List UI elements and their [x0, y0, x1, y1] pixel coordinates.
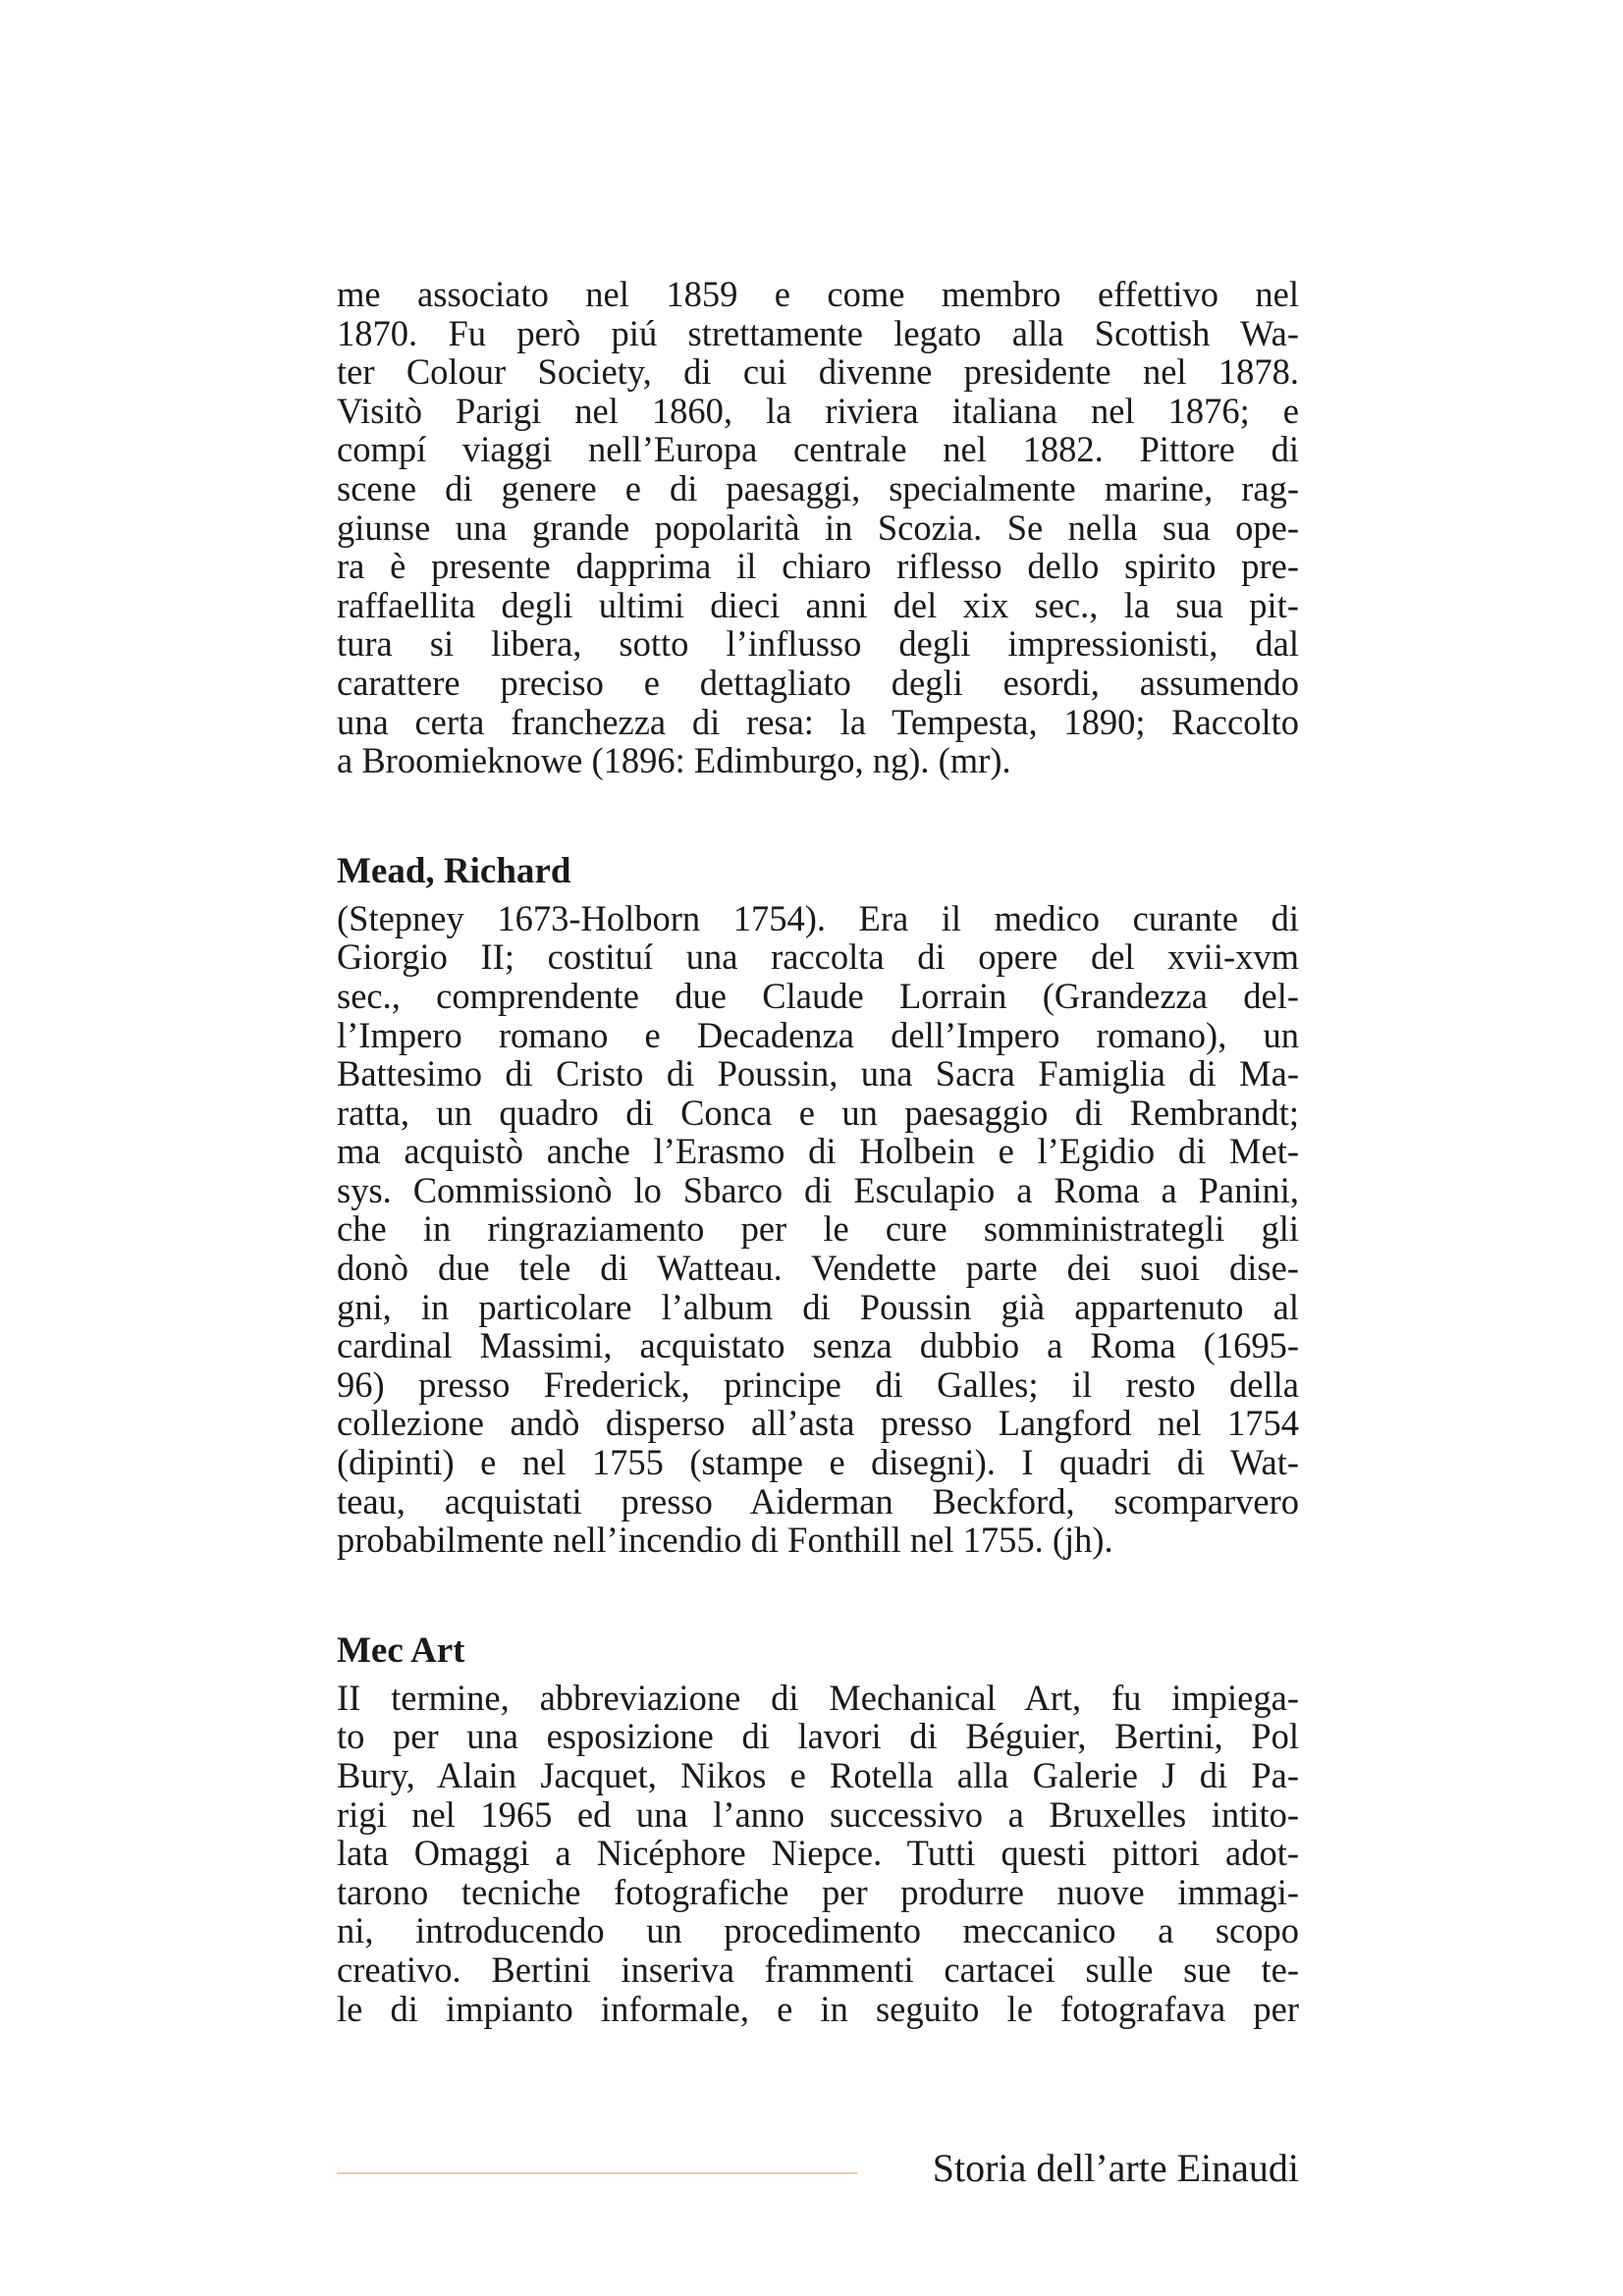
text-line: Bury, Alain Jacquet, Nikos e Rotella alla Galerie J di Pa- [337, 1755, 1299, 1795]
text-line: donò due tele di Watteau. Vendette parte dei suoi dise- [337, 1248, 1299, 1289]
text-line: creativo. Bertini inseriva frammenti cartacei sulle sue te- [337, 1949, 1299, 1990]
footer-title: Storia dell’arte Einaudi [932, 2146, 1299, 2190]
text-line: a Broomieknowe (1896: Edimburgo, ng). (mr). [337, 740, 1011, 781]
text-line: collezione andò disperso all’asta presso Langford nel 1754 [337, 1403, 1299, 1444]
intro-paragraph [337, 275, 1299, 780]
text-line: 96) presso Frederick, principe di Galles; il resto della [337, 1363, 1299, 1405]
text-line: compí viaggi nell’Europa centrale nel 1882. Pittore di [337, 429, 1299, 470]
text-line: ratta, un quadro di Conca e un paesaggio di Rembrandt; [337, 1092, 1299, 1133]
text-line: Battesimo di Cristo di Poussin, una Sacra Famiglia di Ma- [337, 1053, 1299, 1095]
text-line: me associato nel 1859 e come membro effettivo nel [337, 274, 1299, 314]
text-line: Giorgio II; costituí una raccolta di opere del xvii-xvm [337, 936, 1299, 978]
text-line: Visitò Parigi nel 1860, la riviera italiana nel 1876; e [337, 390, 1299, 431]
text-line: teau, acquistati presso Aiderman Beckford, scomparvero [337, 1480, 1299, 1522]
text-line: raffaellita degli ultimi dieci anni del xix sec., la sua pit- [337, 584, 1299, 625]
text-line: scene di genere e di paesaggi, specialmente marine, rag- [337, 467, 1299, 508]
mead-paragraph [337, 899, 1299, 1560]
text-line: cardinal Massimi, acquistato senza dubbio a Roma (1695- [337, 1325, 1299, 1366]
text-line: una certa franchezza di resa: la Tempesta, 1890; Raccolto [337, 701, 1299, 742]
text-line: giunse una grande popolarità in Scozia. Se nella sua ope- [337, 507, 1299, 548]
text-line: (Stepney 1673-Holborn 1754). Era il medico curante di [337, 897, 1299, 938]
page-body [337, 275, 1299, 2028]
text-line: ter Colour Society, di cui divenne presidente nel 1878. [337, 351, 1299, 393]
text-line: che in ringraziamento per le cure somministrategli gli [337, 1208, 1299, 1250]
text-line: carattere preciso e dettagliato degli esordi, assumendo [337, 662, 1299, 703]
text-line: ra è presente dapprima il chiaro riflesso dello spirito pre- [337, 546, 1299, 587]
text-line: ma acquistò anche l’Erasmo di Holbein e l’Egidio di Met- [337, 1131, 1299, 1172]
text-line: gni, in particolare l’album di Poussin già appartenuto al [337, 1286, 1299, 1327]
mec-art-paragraph [337, 1679, 1299, 2028]
entry-title-mead: Mead, Richard [337, 850, 571, 891]
text-line: to per una esposizione di lavori di Béguier, Bertini, Pol [337, 1716, 1299, 1757]
text-line: lata Omaggi a Nicéphore Niepce. Tutti questi pittori adot- [337, 1833, 1299, 1874]
entry-title-mec-art: Mec Art [337, 1629, 465, 1671]
text-line: 1870. Fu però piú strettamente legato alla Scottish Wa- [337, 312, 1299, 353]
text-line: sys. Commissionò lo Sbarco di Esculapio a Roma a Panini, [337, 1169, 1299, 1210]
text-line: probabilmente nell’incendio di Fonthill nel 1755. (jh). [337, 1520, 1113, 1561]
text-line: (dipinti) e nel 1755 (stampe e disegni). I quadri di Wat- [337, 1442, 1299, 1483]
text-line: sec., comprendente due Claude Lorrain (Grandezza del- [337, 975, 1299, 1016]
text-line: tarono tecniche fotografiche per produrre nuove immagi- [337, 1871, 1299, 1912]
footer-rule [337, 2172, 857, 2174]
text-line: tura si libera, sotto l’influsso degli impressionisti, dal [337, 623, 1299, 665]
text-line: ni, introducendo un procedimento meccanico a scopo [337, 1910, 1299, 1951]
text-line: rigi nel 1965 ed una l’anno successivo a Bruxelles intito- [337, 1793, 1299, 1835]
text-line: l’Impero romano e Decadenza dell’Impero romano), un [337, 1014, 1299, 1055]
text-line: le di impianto informale, e in seguito le fotografava per [337, 1988, 1299, 2029]
text-line: II termine, abbreviazione di Mechanical Art, fu impiega- [337, 1677, 1299, 1718]
